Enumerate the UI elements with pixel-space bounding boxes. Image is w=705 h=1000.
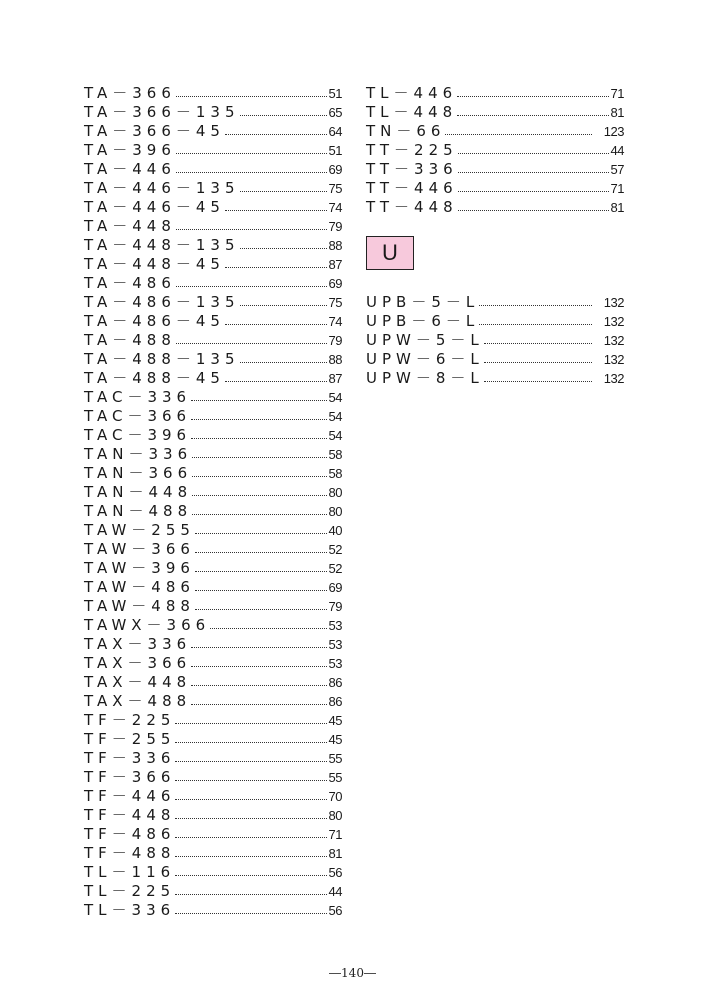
entry-code: TA－488－45 <box>84 369 225 387</box>
entry-code: TL－116 <box>84 863 176 881</box>
entry-page-number: 65 <box>328 105 342 120</box>
entry-code: TA－486 <box>84 274 176 292</box>
entry-code: TAX－366 <box>84 654 192 672</box>
entry-code: TT－336 <box>366 160 458 178</box>
entry-code: TAC－366 <box>84 407 192 425</box>
dot-leader <box>175 808 326 819</box>
dot-leader <box>175 903 326 914</box>
entry-code: TL－336 <box>84 901 176 919</box>
entry-page-number: 79 <box>328 219 342 234</box>
entry-code: TF－255 <box>84 730 176 748</box>
section-letter: U <box>382 240 398 265</box>
entry-page-number: 75 <box>328 181 342 196</box>
index-entry <box>84 597 342 616</box>
dot-leader <box>457 105 608 116</box>
dot-leader <box>175 732 326 743</box>
entry-code: TA－446－135 <box>84 179 240 197</box>
entry-code: TAW－366 <box>84 540 195 558</box>
index-entry <box>84 198 342 217</box>
entry-page-number: 52 <box>328 542 342 557</box>
index-entry <box>84 806 342 825</box>
entry-page-number: 88 <box>328 352 342 367</box>
entry-page-number: 123 <box>603 124 624 139</box>
entry-page-number: 45 <box>328 732 342 747</box>
dot-leader <box>176 86 327 97</box>
entry-page-number: 87 <box>328 257 342 272</box>
dot-leader <box>175 827 326 838</box>
index-entry <box>366 198 624 217</box>
dot-leader <box>175 865 326 876</box>
index-entry <box>366 160 624 179</box>
page-number-footer: ―140― <box>329 966 376 980</box>
dot-leader <box>458 162 609 173</box>
dot-leader <box>195 599 327 610</box>
dot-leader <box>484 333 592 344</box>
entry-code: TF－486 <box>84 825 176 843</box>
entry-page-number: 81 <box>610 200 624 215</box>
index-entry <box>84 901 342 920</box>
index-entry <box>84 616 342 635</box>
entry-code: TA－366 <box>84 84 176 102</box>
entry-code: TT－446 <box>366 179 458 197</box>
entry-page-number: 74 <box>328 200 342 215</box>
entry-page-number: 55 <box>328 770 342 785</box>
dot-leader <box>195 561 327 572</box>
index-entry <box>84 578 342 597</box>
index-entry <box>84 407 342 426</box>
entry-code: TA－396 <box>84 141 176 159</box>
entry-page-number: 81 <box>610 105 624 120</box>
index-entry <box>84 483 342 502</box>
entry-code: TN－66 <box>366 122 446 140</box>
entry-code: TAW－396 <box>84 559 195 577</box>
dot-leader <box>176 333 327 344</box>
index-entry <box>366 293 624 312</box>
index-entry <box>366 141 624 160</box>
index-entry <box>366 331 624 350</box>
entry-code: TA－448－45 <box>84 255 225 273</box>
dot-leader <box>458 181 609 192</box>
entry-page-number: 74 <box>328 314 342 329</box>
entry-page-number: 56 <box>328 903 342 918</box>
dot-leader <box>240 105 327 116</box>
entry-page-number: 44 <box>328 884 342 899</box>
index-entry <box>84 749 342 768</box>
dot-leader <box>195 580 327 591</box>
index-entry <box>84 825 342 844</box>
section-letter-u-badge <box>366 236 414 270</box>
entry-code: TAW－488 <box>84 597 195 615</box>
entry-page-number: 80 <box>328 485 342 500</box>
index-entry <box>366 122 624 141</box>
index-column-left <box>84 84 342 920</box>
entry-code: TA－488 <box>84 331 176 349</box>
index-entry <box>366 350 624 369</box>
entry-page-number: 69 <box>328 162 342 177</box>
dot-leader <box>191 390 326 401</box>
entry-page-number: 53 <box>328 637 342 652</box>
entry-page-number: 132 <box>603 295 624 310</box>
entry-code: TA－448－135 <box>84 236 240 254</box>
entry-page-number: 70 <box>328 789 342 804</box>
entry-page-number: 54 <box>328 409 342 424</box>
index-column-right <box>366 84 624 217</box>
index-entry <box>84 217 342 236</box>
index-entry <box>84 559 342 578</box>
entry-page-number: 58 <box>328 466 342 481</box>
entry-code: TA－446 <box>84 160 176 178</box>
index-entry <box>84 673 342 692</box>
index-entry <box>84 882 342 901</box>
entry-page-number: 71 <box>328 827 342 842</box>
dot-leader <box>176 219 327 230</box>
entry-code: UPW－8－L <box>366 369 484 387</box>
dot-leader <box>225 200 327 211</box>
entry-page-number: 45 <box>328 713 342 728</box>
index-entry <box>84 103 342 122</box>
entry-code: TL－225 <box>84 882 176 900</box>
entry-code: TL－448 <box>366 103 458 121</box>
index-entry <box>84 863 342 882</box>
index-entry <box>84 369 342 388</box>
dot-leader <box>484 371 592 382</box>
entry-code: TA－446－45 <box>84 198 225 216</box>
index-entry <box>84 787 342 806</box>
entry-code: TAX－488 <box>84 692 192 710</box>
entry-page-number: 64 <box>328 124 342 139</box>
index-entry <box>84 768 342 787</box>
entry-page-number: 53 <box>328 618 342 633</box>
dot-leader <box>195 523 327 534</box>
entry-code: UPW－6－L <box>366 350 484 368</box>
dot-leader <box>479 295 592 306</box>
dot-leader <box>240 295 327 306</box>
entry-page-number: 40 <box>328 523 342 538</box>
index-entry <box>84 122 342 141</box>
dot-leader <box>191 675 326 686</box>
index-entry <box>84 312 342 331</box>
entry-page-number: 86 <box>328 694 342 709</box>
entry-code: TF－336 <box>84 749 176 767</box>
index-entry <box>84 521 342 540</box>
entry-page-number: 86 <box>328 675 342 690</box>
index-entry <box>366 369 624 388</box>
index-entry <box>84 293 342 312</box>
entry-page-number: 132 <box>603 333 624 348</box>
dot-leader <box>195 542 327 553</box>
index-entry <box>84 540 342 559</box>
index-entry <box>84 692 342 711</box>
entry-code: TF－366 <box>84 768 176 786</box>
entry-page-number: 75 <box>328 295 342 310</box>
dot-leader <box>176 276 327 287</box>
dot-leader <box>192 485 326 496</box>
index-entry <box>84 350 342 369</box>
dot-leader <box>445 124 591 135</box>
dot-leader <box>175 751 326 762</box>
index-entry <box>84 236 342 255</box>
dot-leader <box>192 466 326 477</box>
entry-page-number: 88 <box>328 238 342 253</box>
entry-code: TAN－336 <box>84 445 193 463</box>
entry-code: TAN－448 <box>84 483 193 501</box>
index-entry <box>84 179 342 198</box>
dot-leader <box>175 789 326 800</box>
entry-page-number: 79 <box>328 599 342 614</box>
entry-page-number: 58 <box>328 447 342 462</box>
entry-code: UPB－6－L <box>366 312 480 330</box>
entry-page-number: 53 <box>328 656 342 671</box>
index-entry <box>84 426 342 445</box>
entry-page-number: 132 <box>603 314 624 329</box>
index-entry <box>366 312 624 331</box>
dot-leader <box>458 143 609 154</box>
index-entry <box>84 502 342 521</box>
entry-page-number: 81 <box>328 846 342 861</box>
dot-leader <box>191 656 326 667</box>
entry-code: TAC－396 <box>84 426 192 444</box>
entry-page-number: 132 <box>603 371 624 386</box>
index-entry <box>84 844 342 863</box>
index-entry <box>366 179 624 198</box>
entry-page-number: 87 <box>328 371 342 386</box>
entry-page-number: 69 <box>328 276 342 291</box>
entry-code: TA－486－135 <box>84 293 240 311</box>
dot-leader <box>191 428 326 439</box>
index-entry <box>84 388 342 407</box>
dot-leader <box>191 694 326 705</box>
dot-leader <box>175 770 326 781</box>
entry-page-number: 54 <box>328 428 342 443</box>
entry-code: UPW－5－L <box>366 331 484 349</box>
dot-leader <box>458 200 609 211</box>
entry-code: TAW－255 <box>84 521 195 539</box>
dot-leader <box>176 143 327 154</box>
index-entry <box>84 255 342 274</box>
entry-code: TL－446 <box>366 84 458 102</box>
entry-code: TF－446 <box>84 787 176 805</box>
dot-leader <box>210 618 326 629</box>
entry-page-number: 54 <box>328 390 342 405</box>
dot-leader <box>457 86 608 97</box>
entry-page-number: 80 <box>328 504 342 519</box>
index-section-u <box>366 293 624 388</box>
entry-page-number: 51 <box>328 143 342 158</box>
dot-leader <box>191 637 326 648</box>
entry-code: TAN－488 <box>84 502 193 520</box>
entry-code: TA－448 <box>84 217 176 235</box>
entry-code: TA－366－135 <box>84 103 240 121</box>
dot-leader <box>225 314 327 325</box>
entry-code: TAWX－366 <box>84 616 211 634</box>
entry-page-number: 57 <box>610 162 624 177</box>
entry-page-number: 80 <box>328 808 342 823</box>
index-entry <box>84 274 342 293</box>
index-entry <box>84 730 342 749</box>
dot-leader <box>191 409 326 420</box>
index-entry <box>84 445 342 464</box>
entry-page-number: 51 <box>328 86 342 101</box>
entry-page-number: 44 <box>610 143 624 158</box>
entry-code: TT－225 <box>366 141 458 159</box>
dot-leader <box>175 846 326 857</box>
index-entry <box>366 103 624 122</box>
entry-code: TAX－448 <box>84 673 192 691</box>
entry-code: TAC－336 <box>84 388 192 406</box>
index-entry <box>84 160 342 179</box>
entry-code: TF－225 <box>84 711 176 729</box>
entry-page-number: 55 <box>328 751 342 766</box>
entry-page-number: 71 <box>610 86 624 101</box>
entry-page-number: 79 <box>328 333 342 348</box>
entry-page-number: 52 <box>328 561 342 576</box>
dot-leader <box>176 162 327 173</box>
dot-leader <box>225 371 327 382</box>
index-entry <box>366 84 624 103</box>
dot-leader <box>175 884 326 895</box>
dot-leader <box>240 238 327 249</box>
entry-page-number: 132 <box>603 352 624 367</box>
entry-code: TT－448 <box>366 198 458 216</box>
dot-leader <box>484 352 592 363</box>
entry-code: TAN－366 <box>84 464 193 482</box>
index-entry <box>84 635 342 654</box>
dot-leader <box>479 314 592 325</box>
index-entry <box>84 654 342 673</box>
index-entry <box>84 141 342 160</box>
entry-code: TA－366－45 <box>84 122 225 140</box>
entry-page-number: 69 <box>328 580 342 595</box>
entry-code: TAW－486 <box>84 578 195 596</box>
entry-code: TAX－336 <box>84 635 192 653</box>
dot-leader <box>192 504 326 515</box>
index-entry <box>84 84 342 103</box>
dot-leader <box>225 124 327 135</box>
entry-page-number: 71 <box>610 181 624 196</box>
entry-page-number: 56 <box>328 865 342 880</box>
index-entry <box>84 331 342 350</box>
entry-code: TF－488 <box>84 844 176 862</box>
dot-leader <box>175 713 326 724</box>
index-entry <box>84 711 342 730</box>
dot-leader <box>225 257 327 268</box>
dot-leader <box>240 181 327 192</box>
index-entry <box>84 464 342 483</box>
dot-leader <box>240 352 327 363</box>
entry-code: TF－448 <box>84 806 176 824</box>
entry-code: UPB－5－L <box>366 293 480 311</box>
entry-code: TA－488－135 <box>84 350 240 368</box>
entry-code: TA－486－45 <box>84 312 225 330</box>
dot-leader <box>192 447 326 458</box>
